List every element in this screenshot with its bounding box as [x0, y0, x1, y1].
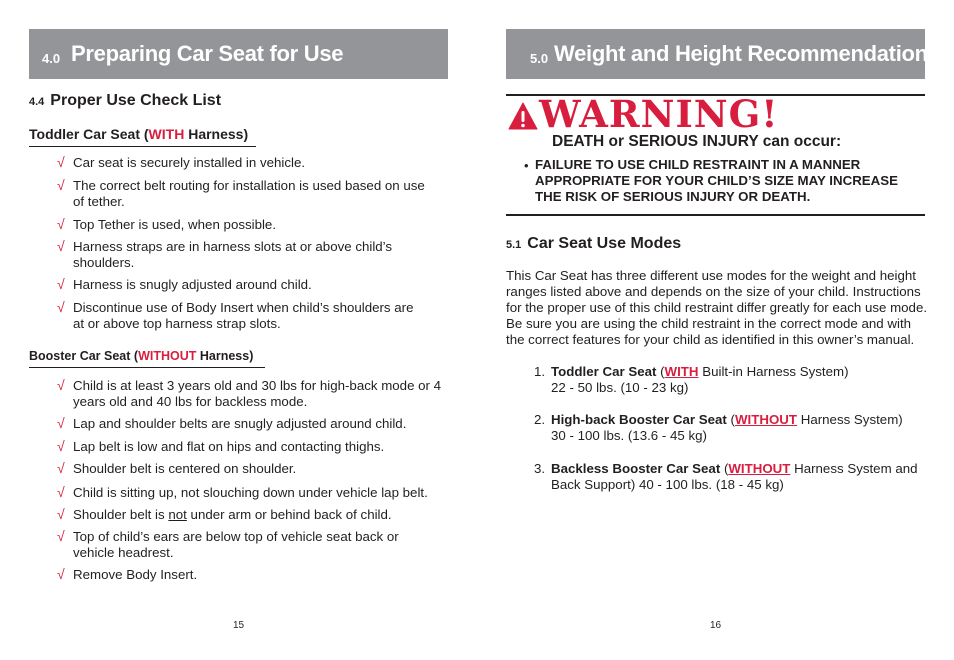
check-item-line: Harness is snugly adjusted around child.	[73, 277, 312, 292]
warning-line: APPROPRIATE FOR YOUR CHILD’S SIZE MAY INCREASE	[535, 173, 899, 188]
check-item-line: Discontinue use of Body Insert when child’s shoulders are	[73, 300, 414, 315]
intro-line: This Car Seat has three different use modes for the weight and height	[506, 268, 916, 283]
subsection-heading: 5.1 Car Seat Use Modes	[506, 235, 682, 252]
booster-heading-rule	[29, 367, 265, 368]
check-item-line: vehicle headrest.	[73, 545, 174, 560]
check-mark: √	[57, 154, 65, 170]
section-number: 4.0	[42, 51, 61, 66]
mode-paren: (	[720, 461, 729, 476]
mode-line	[551, 364, 849, 380]
mode-line	[551, 461, 918, 477]
section-banner-left	[29, 29, 448, 79]
mode-desc: Harness System)	[797, 412, 903, 427]
check-item-line: years old and 40 lbs for backless mode.	[73, 394, 308, 409]
check-item-line: Shoulder belt is centered on shoulder.	[73, 461, 297, 476]
mode-desc: Harness System and	[790, 461, 918, 476]
check-item-line: The correct belt routing for installation is used based on use	[73, 178, 425, 193]
check-item-line: Harness straps are in harness slots at or above child’s	[73, 239, 393, 254]
check-item-line: Top of child’s ears are below top of vehicle seat back or	[73, 529, 399, 544]
check-item-line: Child is at least 3 years old and 30 lbs for high-back mode or 4	[73, 378, 442, 393]
check-mark: √	[57, 566, 65, 582]
warning-bottom-rule	[506, 214, 925, 216]
check-mark: √	[57, 528, 65, 544]
check-item	[73, 300, 443, 332]
mode-range: 22 - 50 lbs. (10 - 23 kg)	[551, 380, 689, 395]
intro-line: Be sure you are using the child restraint in the correct mode and with	[506, 316, 912, 331]
check-item-line	[73, 507, 443, 523]
check-mark: √	[57, 216, 65, 232]
warning-line: FAILURE TO USE CHILD RESTRAINT IN A MANNER	[535, 157, 861, 172]
check-mark: √	[57, 276, 65, 292]
check-mark: √	[57, 438, 65, 454]
check-item	[73, 277, 443, 293]
section-title: Preparing Car Seat for Use	[71, 41, 344, 66]
check-item-line: Lap and shoulder belts are snugly adjusted around child.	[73, 416, 407, 431]
mode-paren: (	[656, 364, 665, 379]
check-item-line: shoulders.	[73, 255, 135, 270]
warning-headline: DEATH or SERIOUS INJURY can occur:	[552, 133, 842, 150]
check-item-line: Top Tether is used, when possible.	[73, 217, 277, 232]
mode-paren: (	[726, 412, 735, 427]
check-mark: √	[57, 377, 65, 393]
section-number: 5.0	[530, 51, 549, 66]
check-item-line: Remove Body Insert.	[73, 567, 198, 582]
warning-word: WARNING!	[539, 92, 779, 136]
intro-line: ranges listed above and depends on the size of your child. Instructions	[506, 284, 921, 299]
check-item-text: Shoulder belt is	[73, 507, 169, 522]
check-mark: √	[57, 506, 65, 522]
intro-line: for the proper use of this child restraint differ greatly for each use mode.	[506, 300, 928, 315]
check-item	[73, 529, 443, 561]
check-mark: √	[57, 177, 65, 193]
mode-line	[551, 412, 903, 428]
check-item-line: at or above top harness strap slots.	[73, 316, 281, 331]
check-item	[73, 239, 443, 271]
mode-range: 30 - 100 lbs. (13.6 - 45 kg)	[551, 428, 707, 443]
check-item	[73, 378, 443, 410]
warning-line: THE RISK OF SERIOUS INJURY OR DEATH.	[535, 189, 811, 204]
check-mark: √	[57, 238, 65, 254]
check-mark: √	[57, 460, 65, 476]
mode-number: 1.	[534, 364, 546, 379]
check-item-line: Child is sitting up, not slouching down under vehicle lap belt.	[73, 485, 428, 500]
mode-highlight: WITHOUT	[734, 412, 798, 427]
check-item-line: Car seat is securely installed in vehicle.	[73, 155, 306, 170]
mode-name: High-back Booster Car Seat	[551, 412, 727, 427]
toddler-heading: Toddler Car Seat (WITH Harness)	[29, 126, 249, 142]
warning-triangle-icon	[508, 101, 538, 131]
subsection-heading: 4.4 Proper Use Check List	[29, 92, 222, 109]
check-mark: √	[57, 299, 65, 315]
check-mark: √	[57, 484, 65, 500]
check-item	[73, 439, 443, 455]
check-item-line: of tether.	[73, 194, 125, 209]
page-number-right: 16	[710, 620, 722, 631]
toddler-heading-rule	[29, 146, 256, 147]
booster-heading: Booster Car Seat (WITHOUT Harness)	[29, 349, 254, 363]
check-mark: √	[57, 415, 65, 431]
mode-name: Toddler Car Seat	[551, 364, 657, 379]
warning-bullet: •	[524, 158, 529, 173]
check-item-line: Lap belt is low and flat on hips and contacting thighs.	[73, 439, 385, 454]
section-banner-right	[506, 29, 940, 79]
emphasis-not: not	[168, 507, 187, 522]
check-item	[73, 485, 443, 501]
check-item	[73, 155, 443, 171]
intro-line: the correct features for your child as identified in this owner’s manual.	[506, 332, 915, 347]
mode-desc: Built-in Harness System)	[698, 364, 849, 379]
check-item	[73, 461, 443, 477]
check-item-text: under arm or behind back of child.	[186, 507, 392, 522]
mode-highlight: WITHOUT	[728, 461, 791, 476]
check-item	[73, 416, 443, 432]
section-title: Weight and Height Recommendations	[554, 41, 940, 66]
mode-number: 3.	[534, 461, 546, 476]
check-item	[73, 567, 443, 583]
check-item	[73, 507, 443, 523]
page-number-left: 15	[233, 620, 245, 631]
mode-highlight: WITH	[664, 364, 699, 379]
mode-name: Backless Booster Car Seat	[551, 461, 721, 476]
mode-range: Back Support) 40 - 100 lbs. (18 - 45 kg)	[551, 477, 784, 492]
check-item	[73, 178, 443, 210]
mode-number: 2.	[534, 412, 546, 427]
check-item	[73, 217, 443, 233]
